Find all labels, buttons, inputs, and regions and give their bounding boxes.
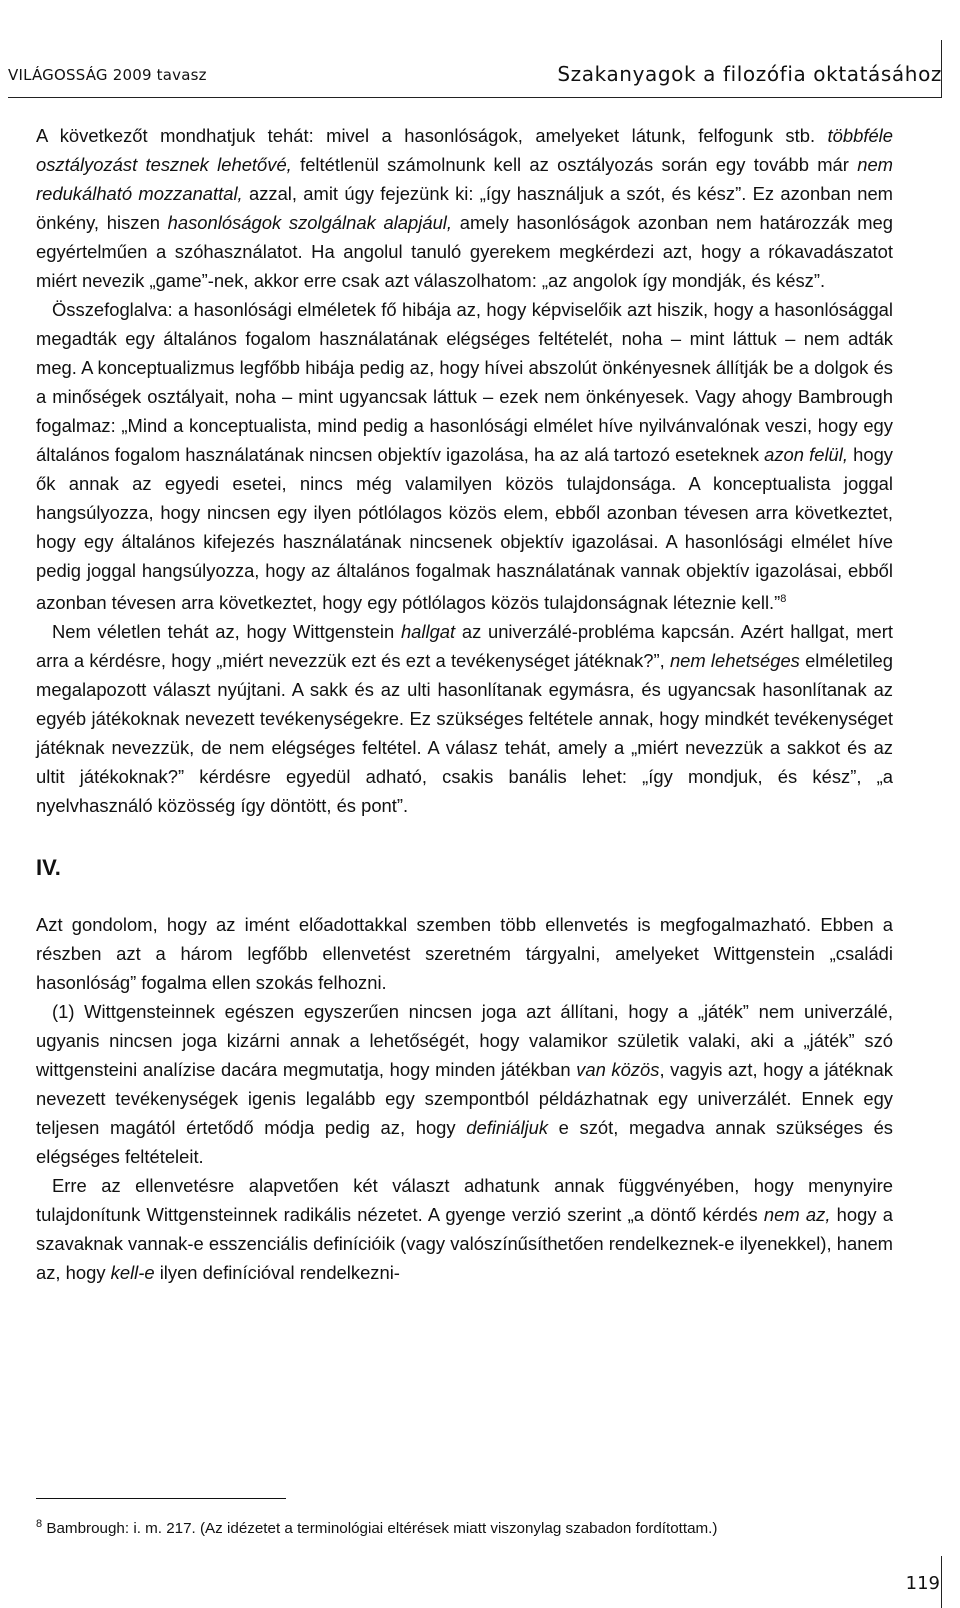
footnote-number: 8 [36, 1518, 43, 1530]
paragraph-1: A következőt mondhatjuk tehát: mivel a hasonlóságok, amelyeket látunk, felfogunk stb. többféle osztályozást tesznek lehetővé, feltétlenül számolnunk kell az osztályozás során egy tovább már nem redukálható mozzanattal, azzal, amit úgy fejezünk ki: „így használjuk a szót, és kész”. Ez azonban nem önkény, hiszen hasonlóságok szolgálnak alapjául, amely hasonlóságok azonban nem határozzák meg egyértelműen a szóhasználatot. Ha angolul tanuló gyerekem megkérdezi azt, hogy a rókavadászatot miért nevezik „game”-nek, akkor erre csak azt válaszolhatom: „az angolok így mondják, és kész”. [36, 125, 893, 291]
footnote-ref[interactable]: 8 [780, 593, 787, 605]
running-header-journal: VILÁGOSSÁG 2009 tavasz [8, 66, 207, 84]
header-corner-rule [941, 40, 942, 98]
footnote-text: Bambrough: i. m. 217. (Az idézetet a terminológiai eltérések miatt viszonylag szabadon fordítottam.) [46, 1520, 718, 1538]
footnote-rule [36, 1498, 286, 1499]
paragraph-2: Összefoglalva: a hasonlósági elméletek fő hibája az, hogy képviselőik azt hiszik, hogy a hasonlósággal megadták egy általános fogalom használatának elégséges feltételét, noha – mint láttuk – nem adták meg. A konceptualizmus legfőbb hibája pedig az, hogy hívei abszolút önkényesnek állítják be a dolgok és a minőségek osztályait, noha – mint ugyancsak láttuk – ezek nem önkényesek. Vagy ahogy Bambrough fogalmaz: „Mind a konceptualista, mind pedig a hasonlósági elmélet híve nyilvánvalónak veszi, hogy egy általános fogalom használatának nincsen objektív igazolása, ha az alá tartozó eseteknek azon felül, hogy ők annak az egyedi esetei, nincs még valamilyen közös tulajdonsága. A konceptualista joggal hangsúlyozza, hogy nincsen egy ilyen pótlólagos közös elem, ebből azonban tévesen arra következtet, hogy egy általános kifejezés használatának nincsenek objektív igazolásai. A hasonlósági elmélet híve pedig joggal hangsúlyozza, hogy az általános fogalmak használatának vannak objektív igazolásai, ebből azonban tévesen arra következtet, hogy egy pótlólagos közös tulajdonságnak léteznie kell.”$^8$ [36, 299, 893, 614]
paragraph-4: Azt gondolom, hogy az imént előadottakkal szemben több ellenvetés is megfogalmazható. Ebben a részben azt a három legfőbb ellenvetést szeretném tárgyalni, amelyeket Wittgenstein „családi hasonlóság” fogalma ellen szokás felhozni. [36, 914, 893, 994]
footnote [36, 1514, 717, 1539]
paragraph-6: Erre az ellenvetésre alapvetően két választ adhatunk annak függvényében, hogy menynyire tulajdonítunk Wittgensteinnek radikális nézetet. A gyenge verzió szerint „a döntő kérdés nem az, hogy a szavaknak vannak-e esszenciális definícióik (vagy valószínűsíthetően rendelkeznek-e ilyenekkel), hanem az, hogy kell-e ilyen definícióval rendelkezni- [36, 1175, 893, 1284]
article-body [36, 121, 893, 1287]
paragraph-5: (1) Wittgensteinnek egészen egyszerűen nincsen joga azt állítani, hogy a „játék” nem univerzálé, ugyanis nincsen joga kizárni annak a lehetőségét, hogy valamikor születik valaki, aki a „játék” szó wittgensteini analízise dacára megmutatja, hogy minden játékban van közös, vagyis azt, hogy a játéknak nevezett tevékenységek igenis legalább egy szempontból példázhatnak egy univerzálét. Ennek egy teljesen magától értetődő módja pedig az, hogy definiáljuk e szót, megadva annak szükséges és elégséges feltételeit. [36, 1001, 893, 1168]
paragraph-3: Nem véletlen tehát az, hogy Wittgenstein hallgat az univerzálé-probléma kapcsán. Azért hallgat, mert arra a kérdésre, hogy „miért nevezzük ezt és ezt a tevékenységet játéknak?”, nem lehetséges elméletileg megalapozott választ nyújtani. A sakk és az ulti hasonlítanak egymásra, és ugyancsak hasonlítanak az egyéb játékoknak nevezett tevékenységekre. Ez szükséges feltétele annak, hogy mindkét tevékenységet játéknak nevezzük, de nem elégséges feltétel. A válasz tehát, amely a „miért nevezzük a sakkot és az ultit játékoknak?” kérdésre egyedül adható, csakis banális lehet: „így mondjuk, és kész”, „a nyelvhasználó közösség így döntött, és pont”. [36, 621, 893, 817]
page-number-rule [941, 1556, 942, 1608]
page-number: 119 [905, 1573, 940, 1594]
header-rule [8, 97, 942, 98]
section-heading: IV. [36, 855, 61, 881]
running-header-section: Szakanyagok a filozófia oktatásához [557, 62, 942, 86]
